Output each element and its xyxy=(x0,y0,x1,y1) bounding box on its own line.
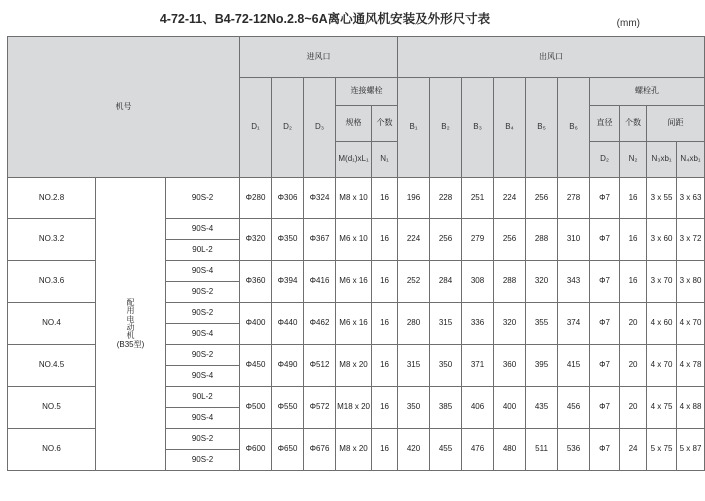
bolt-count-symbol: N₁ xyxy=(372,142,398,178)
document-title: 4-72-11、B4-72-12No.2.8~6A离心通风机安装及外形尺寸表 xyxy=(159,12,491,26)
hole-count-header: 个数 xyxy=(620,106,647,142)
cell-d2: Φ550 xyxy=(272,387,304,429)
cell-b1: 315 xyxy=(398,345,430,387)
motor-spec: 90L-2 xyxy=(192,392,213,401)
cell-b3: 336 xyxy=(462,303,494,345)
cell-bolt: M6 x 16 xyxy=(336,261,372,303)
cell-b3: 371 xyxy=(462,345,494,387)
cell-b2: 315 xyxy=(430,303,462,345)
cell-b5: 288 xyxy=(526,219,558,261)
cell-d2: Φ350 xyxy=(272,219,304,261)
cell-b3: 251 xyxy=(462,178,494,219)
spec-header: 规格 xyxy=(336,106,372,142)
cell-b1: 196 xyxy=(398,178,430,219)
motor-spec: 90S-2 xyxy=(191,350,214,359)
cell-d3: Φ572 xyxy=(304,387,336,429)
motor-spec: 90S-4 xyxy=(166,365,239,386)
machine-no-cell: NO.3.2 xyxy=(8,219,96,261)
cell-n2: 16 xyxy=(620,178,647,219)
cell-b6: 456 xyxy=(558,387,590,429)
cell-b5: 320 xyxy=(526,261,558,303)
cell-b4: 320 xyxy=(494,303,526,345)
cell-b5: 435 xyxy=(526,387,558,429)
cell-b6: 536 xyxy=(558,429,590,471)
cell-n1: 16 xyxy=(372,345,398,387)
cell-sp1: 3 x 70 xyxy=(647,261,677,303)
b4-header: B₄ xyxy=(494,78,526,178)
b3-header: B₃ xyxy=(462,78,494,178)
cell-sp2: 3 x 63 xyxy=(677,178,705,219)
cell-dia: Φ7 xyxy=(590,219,620,261)
d1-header: D₁ xyxy=(240,78,272,178)
motor-spec-cell xyxy=(166,219,240,261)
cell-d1: Φ360 xyxy=(240,261,272,303)
cell-b3: 308 xyxy=(462,261,494,303)
cell-n1: 16 xyxy=(372,387,398,429)
cell-b2: 284 xyxy=(430,261,462,303)
cell-b1: 350 xyxy=(398,387,430,429)
spacing-header: 间距 xyxy=(647,106,705,142)
motor-spec-cell xyxy=(166,429,240,471)
outlet-header: 出风口 xyxy=(398,37,705,78)
machine-no-cell: NO.4.5 xyxy=(8,345,96,387)
cell-bolt: M6 x 10 xyxy=(336,219,372,261)
cell-d3: Φ416 xyxy=(304,261,336,303)
cell-n2: 20 xyxy=(620,303,647,345)
cell-dia: Φ7 xyxy=(590,303,620,345)
motor-label-char: 机 xyxy=(126,331,135,341)
motor-spec: 90S-2 xyxy=(166,449,239,470)
motor-spec: 90S-2 xyxy=(191,308,214,317)
motor-label-char: 配 xyxy=(126,297,135,307)
cell-b6: 374 xyxy=(558,303,590,345)
cell-n2: 16 xyxy=(620,219,647,261)
cell-d1: Φ280 xyxy=(240,178,272,219)
b5-header: B₅ xyxy=(526,78,558,178)
motor-label-char: 电 xyxy=(126,314,135,324)
cell-b1: 420 xyxy=(398,429,430,471)
cell-b3: 279 xyxy=(462,219,494,261)
cell-d2: Φ440 xyxy=(272,303,304,345)
cell-n1: 16 xyxy=(372,429,398,471)
machine-no-header: 机号 xyxy=(8,37,240,178)
motor-spec: 90S-4 xyxy=(166,407,239,428)
cell-b4: 288 xyxy=(494,261,526,303)
cell-bolt: M18 x 20 xyxy=(336,387,372,429)
cell-b6: 278 xyxy=(558,178,590,219)
cell-b6: 415 xyxy=(558,345,590,387)
spacing2-symbol: N₄xb₁ xyxy=(677,142,705,178)
cell-b5: 395 xyxy=(526,345,558,387)
cell-bolt: M8 x 20 xyxy=(336,429,372,471)
motor-spec: 90S-2 xyxy=(166,281,239,302)
bolt-spec-symbol: M(d₁)xL₁ xyxy=(336,142,372,178)
motor-label xyxy=(96,178,166,471)
spec-table xyxy=(7,36,705,471)
cell-d3: Φ324 xyxy=(304,178,336,219)
cell-b1: 224 xyxy=(398,219,430,261)
motor-label-char: (B35型) xyxy=(116,339,145,349)
inlet-header: 进风口 xyxy=(240,37,398,78)
cell-sp2: 4 x 88 xyxy=(677,387,705,429)
cell-sp2: 5 x 87 xyxy=(677,429,705,471)
cell-n2: 20 xyxy=(620,387,647,429)
motor-spec: 90S-4 xyxy=(166,323,239,344)
cell-d1: Φ500 xyxy=(240,387,272,429)
motor-spec: 90S-2 xyxy=(191,434,214,443)
machine-no-cell: NO.5 xyxy=(8,387,96,429)
diameter-header: 直径 xyxy=(590,106,620,142)
cell-b4: 256 xyxy=(494,219,526,261)
count-symbol: N₂ xyxy=(620,142,647,178)
b2-header: B₂ xyxy=(430,78,462,178)
cell-n1: 16 xyxy=(372,303,398,345)
cell-sp2: 3 x 80 xyxy=(677,261,705,303)
motor-spec-cell xyxy=(166,345,240,387)
cell-b5: 511 xyxy=(526,429,558,471)
cell-dia: Φ7 xyxy=(590,345,620,387)
cell-b4: 360 xyxy=(494,345,526,387)
cell-sp2: 3 x 72 xyxy=(677,219,705,261)
motor-spec: 90S-4 xyxy=(191,224,214,233)
cell-bolt: M8 x 20 xyxy=(336,345,372,387)
cell-d1: Φ450 xyxy=(240,345,272,387)
cell-n1: 16 xyxy=(372,261,398,303)
cell-b6: 310 xyxy=(558,219,590,261)
machine-no-cell: NO.2.8 xyxy=(8,178,96,219)
cell-sp2: 4 x 78 xyxy=(677,345,705,387)
cell-b5: 256 xyxy=(526,178,558,219)
table-body xyxy=(8,178,705,471)
diameter-symbol: D₂ xyxy=(590,142,620,178)
d2-header: D₂ xyxy=(272,78,304,178)
cell-dia: Φ7 xyxy=(590,387,620,429)
cell-b4: 480 xyxy=(494,429,526,471)
machine-no-cell: NO.3.6 xyxy=(8,261,96,303)
cell-n1: 16 xyxy=(372,219,398,261)
machine-no-cell: NO.6 xyxy=(8,429,96,471)
cell-d2: Φ394 xyxy=(272,261,304,303)
cell-b2: 350 xyxy=(430,345,462,387)
cell-bolt: M8 x 10 xyxy=(336,178,372,219)
cell-b6: 343 xyxy=(558,261,590,303)
cell-b4: 224 xyxy=(494,178,526,219)
motor-spec: 90S-2 xyxy=(191,193,214,202)
motor-spec-cell xyxy=(166,261,240,303)
cell-d2: Φ490 xyxy=(272,345,304,387)
cell-d1: Φ600 xyxy=(240,429,272,471)
cell-b2: 256 xyxy=(430,219,462,261)
cell-b2: 455 xyxy=(430,429,462,471)
cell-sp1: 5 x 75 xyxy=(647,429,677,471)
cell-d3: Φ676 xyxy=(304,429,336,471)
cell-d2: Φ306 xyxy=(272,178,304,219)
cell-d3: Φ367 xyxy=(304,219,336,261)
cell-d1: Φ400 xyxy=(240,303,272,345)
cell-dia: Φ7 xyxy=(590,429,620,471)
motor-spec-cell xyxy=(166,178,240,219)
cell-b2: 228 xyxy=(430,178,462,219)
cell-d2: Φ650 xyxy=(272,429,304,471)
d3-header: D₃ xyxy=(304,78,336,178)
cell-n1: 16 xyxy=(372,178,398,219)
motor-spec-cell xyxy=(166,303,240,345)
cell-sp2: 4 x 70 xyxy=(677,303,705,345)
connect-bolt-header: 连接螺栓 xyxy=(336,78,398,106)
count-header: 个数 xyxy=(372,106,398,142)
cell-bolt: M6 x 16 xyxy=(336,303,372,345)
cell-sp1: 3 x 55 xyxy=(647,178,677,219)
cell-n2: 24 xyxy=(620,429,647,471)
cell-dia: Φ7 xyxy=(590,178,620,219)
motor-spec-cell xyxy=(166,387,240,429)
cell-sp1: 3 x 60 xyxy=(647,219,677,261)
table-row xyxy=(8,178,705,219)
cell-d3: Φ462 xyxy=(304,303,336,345)
cell-b2: 385 xyxy=(430,387,462,429)
cell-d3: Φ512 xyxy=(304,345,336,387)
spacing1-symbol: N₃xb₁ xyxy=(647,142,677,178)
bolt-hole-header: 螺栓孔 xyxy=(590,78,705,106)
cell-b3: 406 xyxy=(462,387,494,429)
machine-no-cell: NO.4 xyxy=(8,303,96,345)
cell-b1: 252 xyxy=(398,261,430,303)
cell-b4: 400 xyxy=(494,387,526,429)
motor-label-char: 用 xyxy=(126,306,135,316)
table-header xyxy=(8,37,705,178)
cell-d1: Φ320 xyxy=(240,219,272,261)
cell-b1: 280 xyxy=(398,303,430,345)
cell-b3: 476 xyxy=(462,429,494,471)
motor-label-char: 动 xyxy=(126,323,135,332)
cell-b5: 355 xyxy=(526,303,558,345)
b1-header: B₁ xyxy=(398,78,430,178)
cell-sp1: 4 x 60 xyxy=(647,303,677,345)
unit-label: (mm) xyxy=(616,18,640,29)
cell-sp1: 4 x 70 xyxy=(647,345,677,387)
cell-sp1: 4 x 75 xyxy=(647,387,677,429)
cell-dia: Φ7 xyxy=(590,261,620,303)
cell-n2: 16 xyxy=(620,261,647,303)
b6-header: B₆ xyxy=(558,78,590,178)
motor-spec: 90S-4 xyxy=(191,266,214,275)
motor-spec: 90L-2 xyxy=(166,239,239,260)
cell-n2: 20 xyxy=(620,345,647,387)
